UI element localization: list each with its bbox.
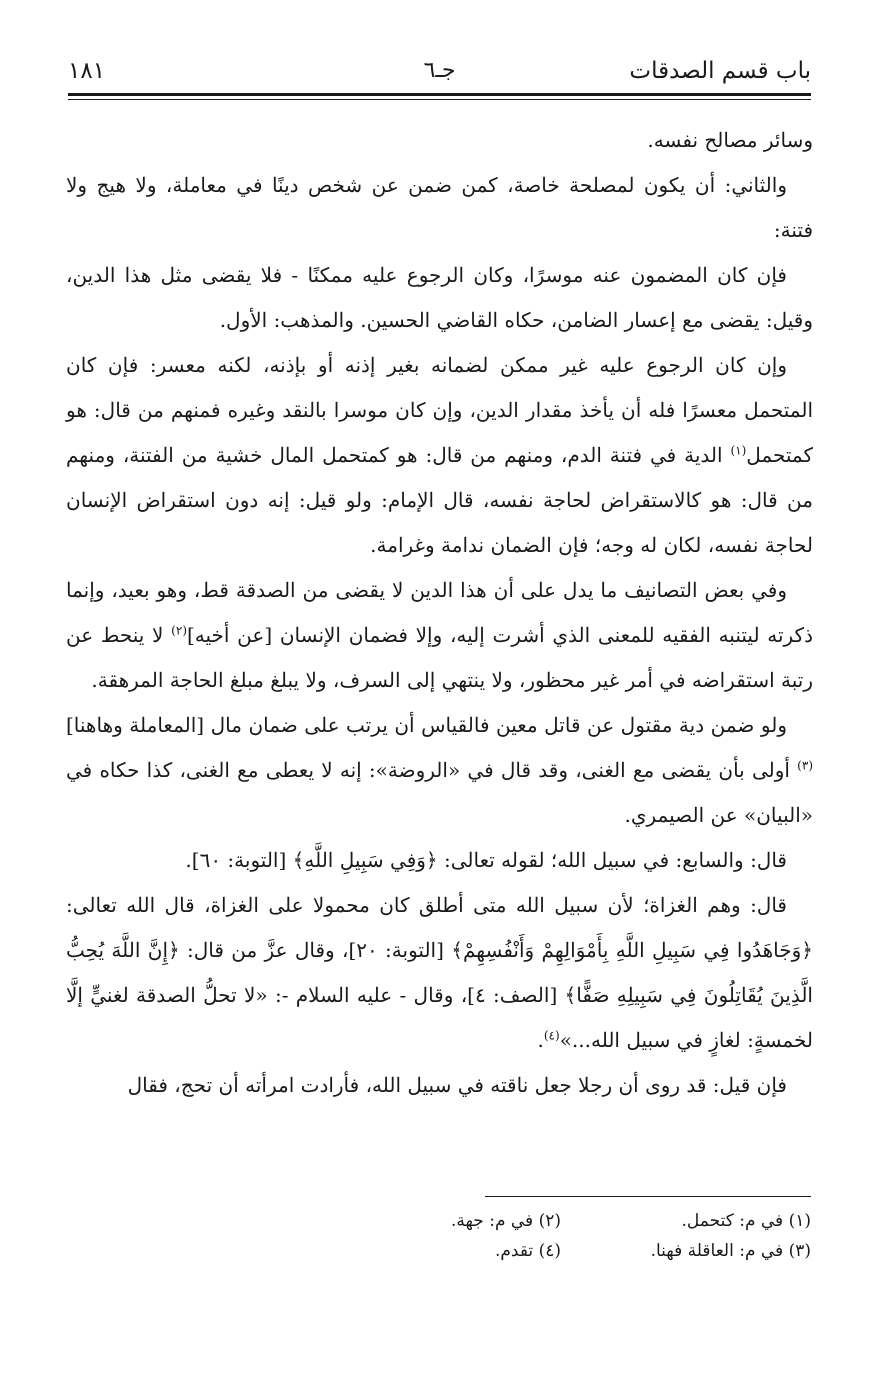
footnote-separator <box>485 1196 811 1197</box>
footnote: (١) في م: كتحمل. <box>681 1211 811 1231</box>
page-number: ١٨١ <box>68 58 106 84</box>
footnote-ref: (٣) <box>797 758 813 773</box>
paragraph-text: لا ينحط عن رتبة استقراضه في أمر غير محظور، ولا ينتهي إلى السرف، ولا يبلغ مبلغ الحاجة المرهقة. <box>66 623 813 692</box>
chapter-title: باب قسم الصدقات <box>629 58 811 84</box>
main-text <box>66 118 813 1108</box>
paragraph-text: وسائر مصالح نفسه. <box>647 128 813 152</box>
paragraph <box>66 568 813 703</box>
paragraph <box>66 343 813 568</box>
paragraph <box>66 883 813 1063</box>
paragraph-text: وفي بعض التصانيف ما يدل على أن هذا الدين لا يقضى من الصدقة قط، وهو بعيد، وإنما ذكرته ليتنبه الفقيه للمعنى الذي أشرت إليه، وإلا فضمان الإنسان [عن أخيه] <box>66 578 813 647</box>
footnote-ref: (٤) <box>543 1028 560 1043</box>
paragraph-text: قال: وهم الغزاة؛ لأن سبيل الله متى أطلق كان محمولا على الغزاة، قال الله تعالى: ﴿وَجَاهَدُوا فِي سَبِيلِ اللَّهِ بِأَمْوَالِهِمْ وَأَنْفُسِهِمْ﴾ [التوبة: ٢٠]، وقال عزَّ من قال: ﴿إِنَّ اللَّهَ يُحِبُّ الَّذِينَ يُقَاتِلُونَ فِي سَبِيلِهِ صَفًّا﴾ [الصف: ٤]، وقال - عليه السلام -: «لا تحلُّ الصدقة لغنيٍّ إلَّا لخمسةٍ: لغازٍ في سبيل الله...» <box>66 893 813 1052</box>
paragraph-text: أولى بأن يقضى مع الغنى، وقد قال في «الروضة»: إنه لا يعطى مع الغنى، كذا حكاه في «البيان» عن الصيمري. <box>66 758 813 827</box>
paragraph-text: فإن قيل: قد روى أن رجلا جعل ناقته في سبيل الله، فأرادت امرأته أن تحج، فقال <box>127 1073 787 1097</box>
footnote: (٢) في م: جهة. <box>450 1211 561 1231</box>
paragraph <box>66 838 813 883</box>
paragraph-text: قال: والسابع: في سبيل الله؛ لقوله تعالى: ﴿وَفِي سَبِيلِ اللَّهِ﴾ [التوبة: ٦٠]. <box>185 848 787 872</box>
paragraph-text: وإن كان الرجوع عليه غير ممكن لضمانه بغير إذنه أو بإذنه، لكنه معسر: فإن كان المتحمل معسرًا فله أن يأخذ مقدار الدين، وإن كان موسرا بالنقد وغيره فمنهم من قال: هو كمتحمل <box>66 353 814 467</box>
paragraph <box>66 253 813 343</box>
paragraph <box>66 163 813 253</box>
footnote: (٣) في م: العاقلة فهنا. <box>650 1241 811 1261</box>
footnote-ref: (١) <box>730 443 747 458</box>
header-rule-thick <box>68 93 811 96</box>
paragraph-text: والثاني: أن يكون لمصلحة خاصة، كمن ضمن عن شخص دينًا في معاملة، ولا هيج ولا فتنة: <box>66 173 813 242</box>
paragraph <box>66 703 813 838</box>
footnote-row <box>251 1206 811 1236</box>
paragraph-text: ولو ضمن دية مقتول عن قاتل معين فالقياس أن يرتب على ضمان مال [المعاملة وهاهنا] <box>66 713 787 737</box>
paragraph-text: فإن كان المضمون عنه موسرًا، وكان الرجوع عليه ممكنًا - فلا يقضى مثل هذا الدين، وقيل: يقضى مع إعسار الضامن، حكاه القاضي الحسين. والمذهب: الأول. <box>66 263 813 332</box>
footnote: (٤) تقدم. <box>494 1241 561 1261</box>
paragraph-text: . <box>537 1028 544 1052</box>
running-header <box>68 52 811 92</box>
footnotes <box>251 1206 811 1266</box>
volume-number: جـ٦ <box>423 58 456 83</box>
header-rule-thin <box>68 99 811 100</box>
paragraph <box>66 118 813 163</box>
footnote-row <box>251 1236 811 1266</box>
paragraph <box>66 1063 813 1108</box>
footnote-ref: (٢) <box>171 623 187 638</box>
paragraph-text: الدية في فتنة الدم، ومنهم من قال: هو كمتحمل المال خشية من الفتنة، ومنهم من قال: هو كالاستقراض لحاجة نفسه، قال الإمام: ولو قيل: إنه دون استقراض الإنسان لحاجة نفسه، لكان له وجه؛ فإن الضمان ندامة وغرامة. <box>66 443 813 557</box>
